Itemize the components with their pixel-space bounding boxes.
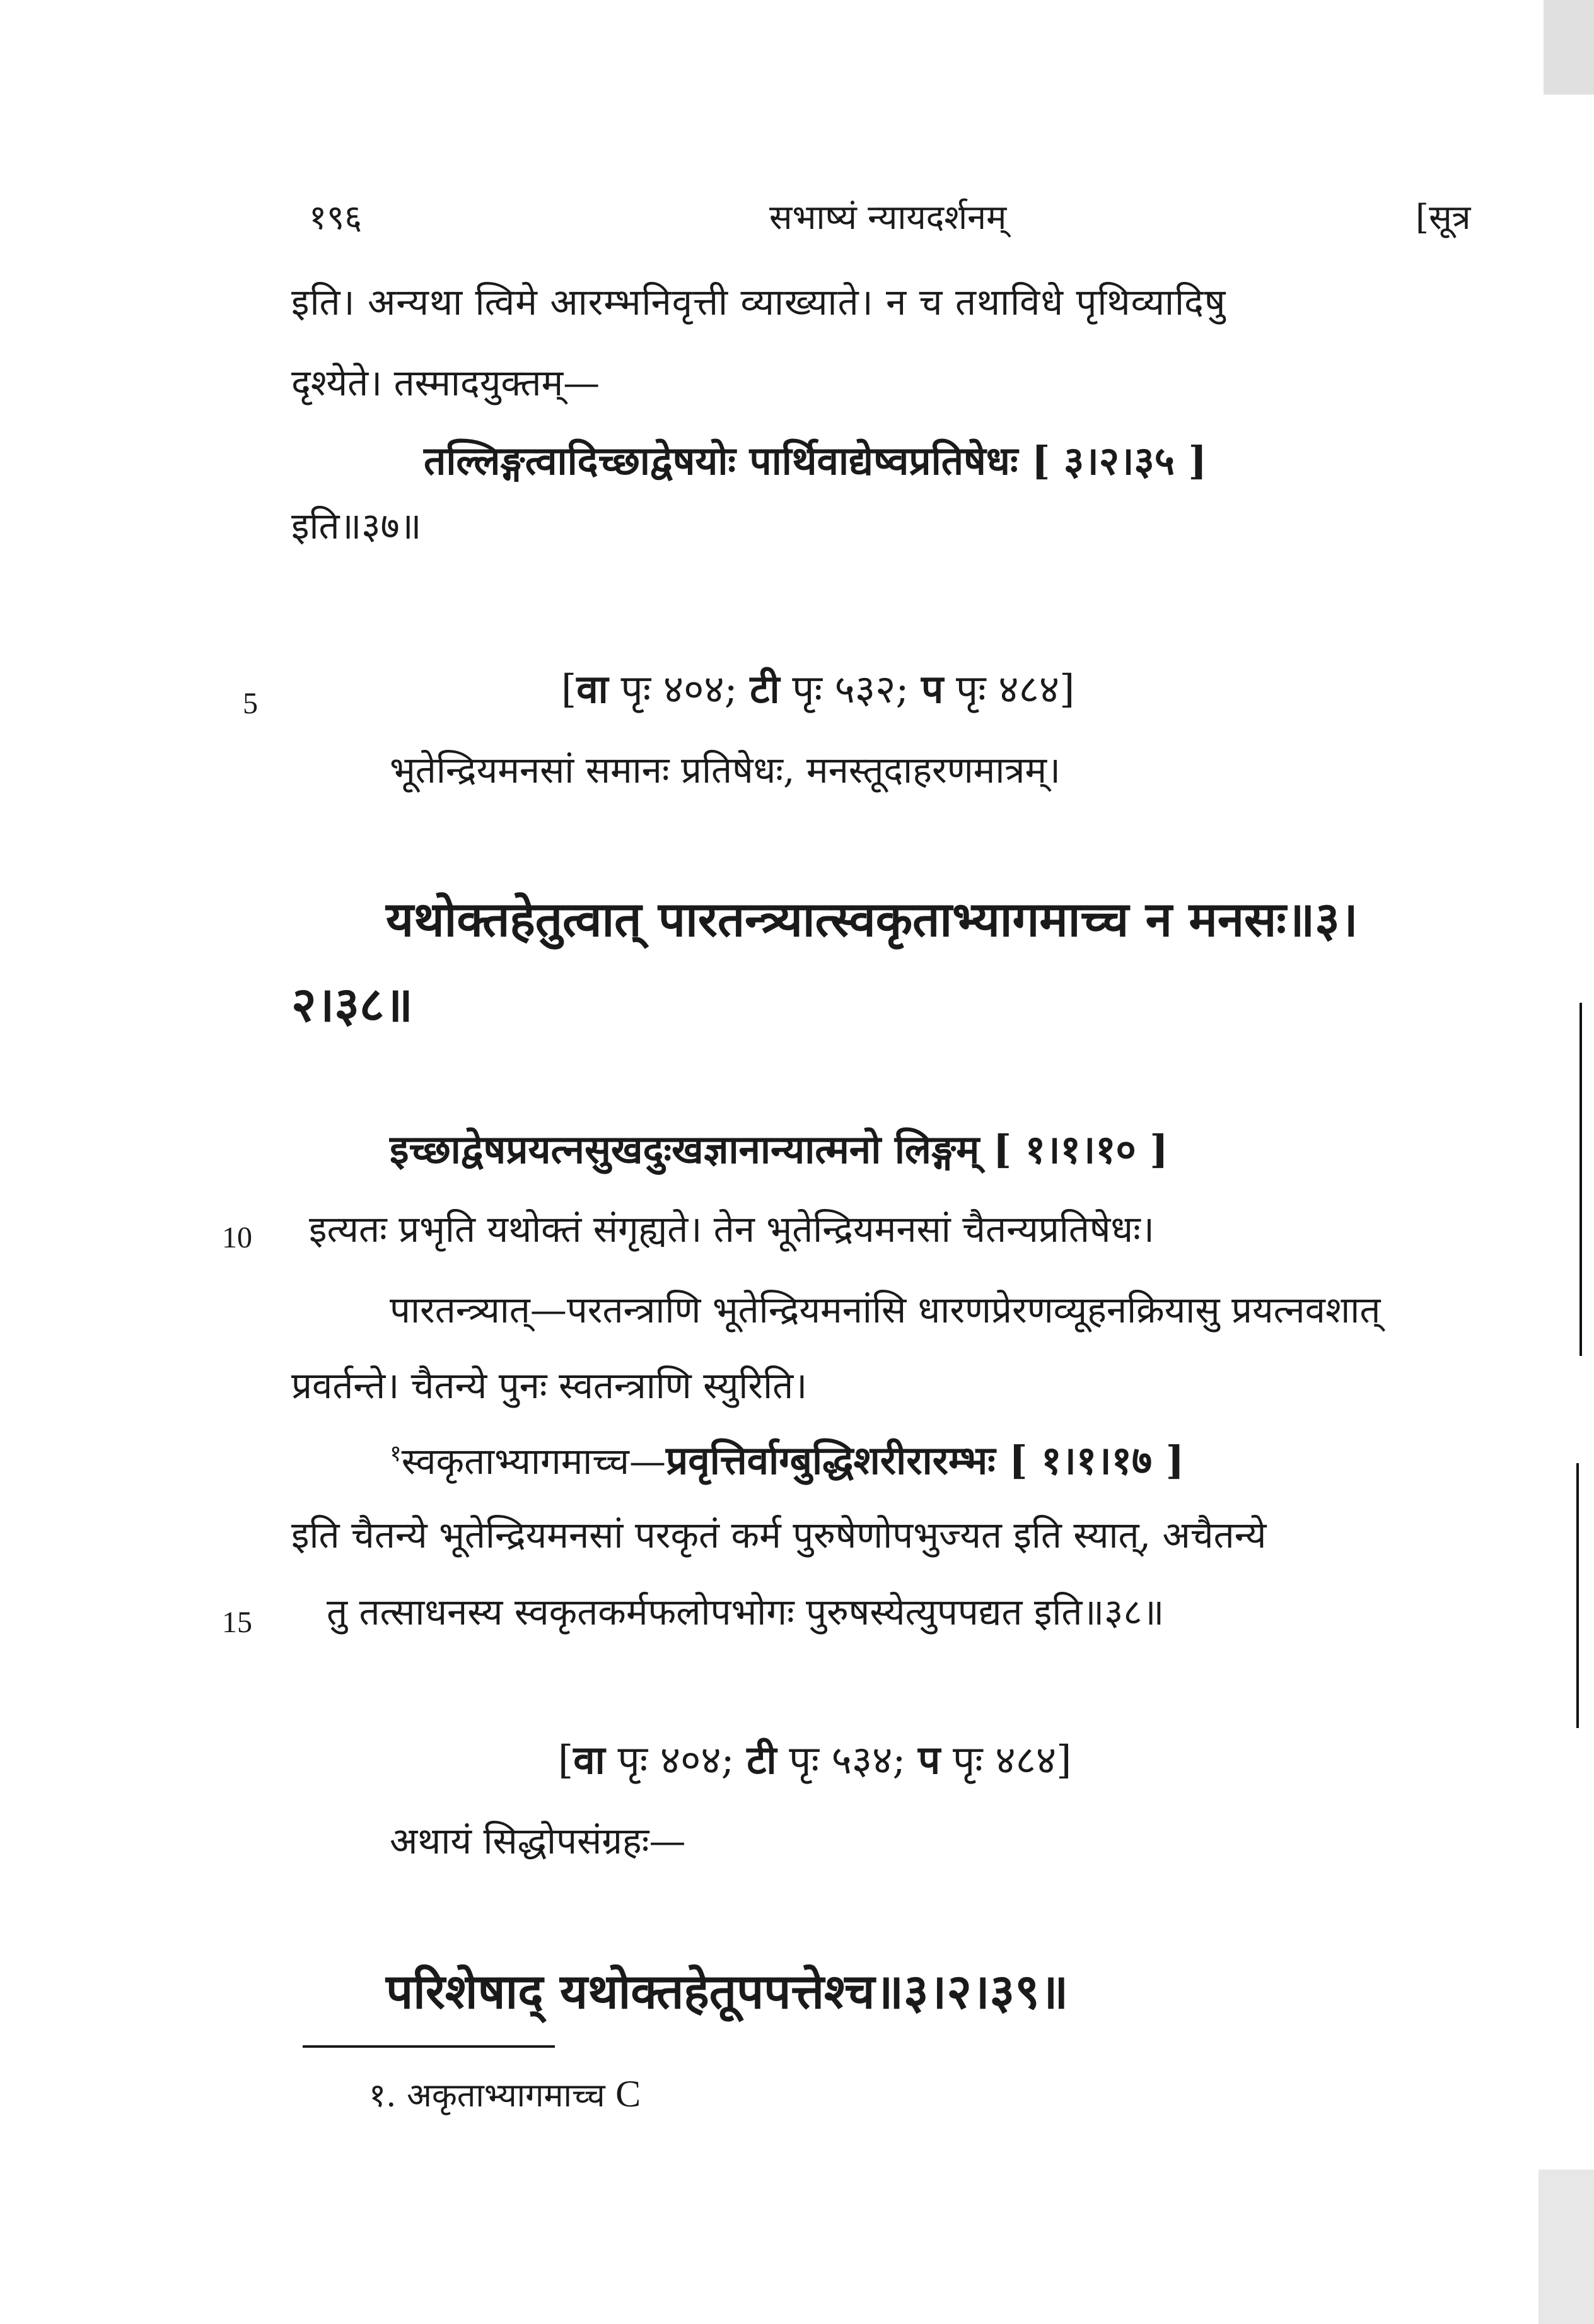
ref-bracket: [ (558, 1737, 574, 1783)
scan-edge-line (1576, 1463, 1579, 1728)
quoted-sutra-3: प्रवृत्तिर्वाग्बुद्धिशरीरारम्भः [ १।१।१७ ] (666, 1437, 1185, 1483)
line-number-5: 5 (243, 687, 258, 720)
quoted-sutra-2: इच्छाद्वेषप्रयत्नसुखदुःखज्ञानान्यात्मनो लिङ्गम् [ १।१।१० ] (390, 1126, 1168, 1172)
text-line-4: इति॥३७॥ (291, 505, 422, 547)
ref-ti-page: पृः ५३४; (776, 1737, 919, 1783)
ref-va: वा (576, 666, 608, 712)
text-line-13-plain: स्वकृताभ्यागमाच्च— (401, 1440, 666, 1483)
text-line-15: तु तत्साधनस्य स्वकृतकर्मफलोपभोगः पुरुषस्येत्युपपद्यत इति॥३८॥ (327, 1591, 1165, 1633)
sutra-3-2-38-line-b: २।३८॥ (291, 976, 413, 1032)
footnote-siglum: C (615, 2073, 641, 2115)
text-line-2: दृश्येते। तस्मादयुक्तम्— (291, 361, 600, 404)
footnote-marker: १. (369, 2077, 397, 2115)
ref-ti: टी (750, 666, 780, 712)
text-line-13 (390, 1437, 1185, 1483)
text-line-11: पारतन्त्र्यात्—परतन्त्राणि भूतेन्द्रियमनांसि धारणप्रेरणव्यूहनक्रियासु प्रयत्नवशात् (390, 1288, 1381, 1331)
ref-pa: प (918, 1737, 941, 1783)
text-line-6: भूतेन्द्रियमनसां समानः प्रतिषेधः, मनस्तूदाहरणमात्रम्। (390, 749, 1061, 791)
ref-va-page: पृः ४०४; (605, 1737, 747, 1783)
ref-va-page: पृः ४०४; (608, 666, 750, 712)
text-line-1: इति। अन्यथा त्विमे आरम्भनिवृत्ती व्याख्याते। न च तथाविधे पृथिव्यादिषु (291, 281, 1226, 324)
line-number-10: 10 (222, 1221, 252, 1254)
scan-edge-line (1579, 1003, 1582, 1356)
ref-pa-page: पृः ४८४] (943, 666, 1075, 712)
footnote-rule (303, 2045, 555, 2048)
section-marker: [सूत्र (1416, 197, 1471, 237)
sutra-3-2-38-line-a: यथोक्तहेतुत्वात् पारतन्त्र्यात्स्वकृताभ्यागमाच्च न मनसः॥३। (386, 891, 1358, 947)
running-title: सभाष्यं न्यायदर्शनम् (769, 197, 1007, 237)
ref-ti-page: पृः ५३२; (779, 666, 922, 712)
scan-noise (1539, 2169, 1594, 2324)
ref-pa-page: पृः ४८४] (940, 1737, 1072, 1783)
text-line-10: इत्यतः प्रभृति यथोक्तं संगृह्यते। तेन भूतेन्द्रियमनसां चैतन्यप्रतिषेधः। (309, 1208, 1155, 1251)
line-number-15: 15 (222, 1606, 252, 1639)
ref-va: वा (573, 1737, 605, 1783)
footnote-ref-marker: १ (390, 1440, 402, 1467)
quoted-sutra-1: तल्लिङ्गत्वादिच्छाद्वेषयोः पार्थिवाद्येष्वप्रतिषेधः [ ३।२।३५ ] (424, 438, 1207, 484)
page-number: १९६ (309, 197, 363, 237)
reference-line-2 (558, 1737, 1072, 1783)
ref-ti: टी (747, 1737, 777, 1783)
text-line-14: इति चैतन्ये भूतेन्द्रियमनसां परकृतं कर्म पुरुषेणोपभुज्यत इति स्यात्, अचैतन्ये (291, 1514, 1267, 1556)
footnote-text: अकृताभ्यागमाच्च (407, 2077, 605, 2115)
scan-noise (1544, 0, 1594, 95)
sutra-3-2-39: परिशेषाद् यथोक्तहेतूपपत्तेश्च॥३।२।३९॥ (386, 1963, 1069, 2019)
reference-line-1 (561, 666, 1075, 712)
footnote (369, 2072, 641, 2117)
ref-pa: प (921, 666, 944, 712)
ref-bracket: [ (561, 666, 577, 712)
text-line-12: प्रवर्तन्ते। चैतन्ये पुनः स्वतन्त्राणि स्युरिति। (291, 1364, 808, 1407)
text-line-17: अथायं सिद्धोपसंग्रहः— (390, 1819, 686, 1862)
